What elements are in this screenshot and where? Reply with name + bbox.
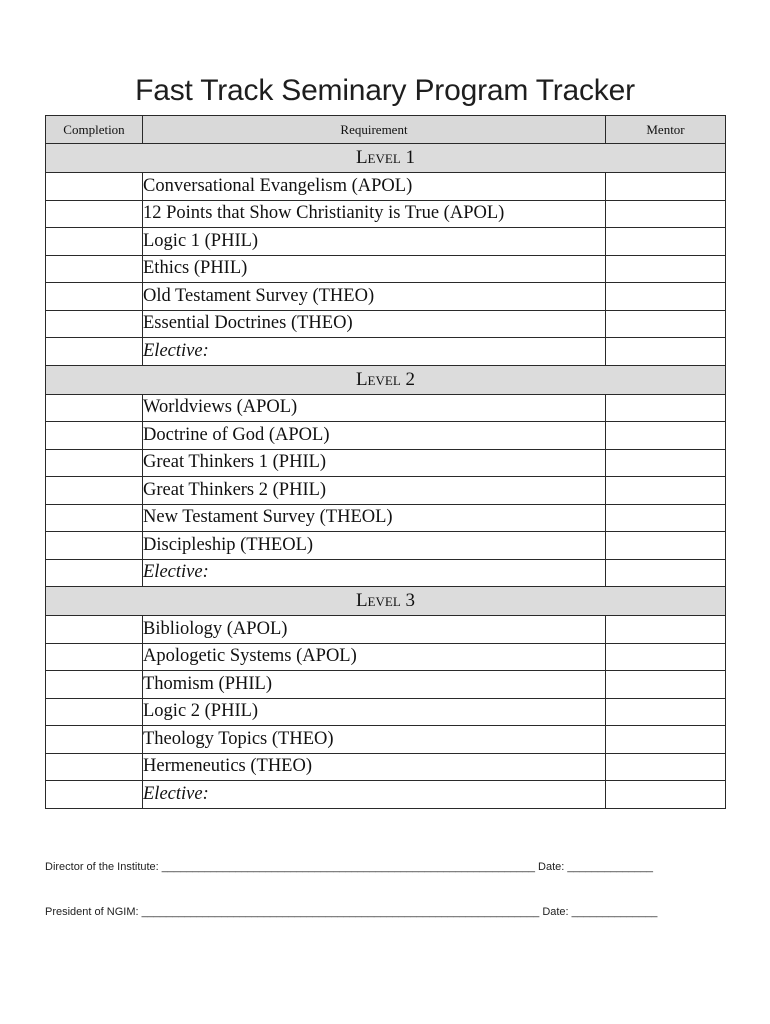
- page-title: Fast Track Seminary Program Tracker: [135, 74, 635, 107]
- mentor-cell[interactable]: [606, 616, 726, 644]
- table-row: [46, 504, 726, 532]
- table-row: [46, 532, 726, 560]
- table-row: [46, 228, 726, 256]
- table-row: [46, 283, 726, 311]
- elective-cell[interactable]: Elective:: [143, 338, 606, 366]
- mentor-cell[interactable]: [606, 559, 726, 587]
- completion-cell[interactable]: [46, 616, 143, 644]
- president-signature-label: President of NGIM: _________________________________________________________________: [45, 906, 540, 918]
- table-row: [46, 449, 726, 477]
- mentor-cell[interactable]: [606, 781, 726, 809]
- mentor-cell[interactable]: [606, 671, 726, 699]
- table-row: [46, 394, 726, 422]
- requirement-cell: Old Testament Survey (THEO): [143, 283, 606, 311]
- level-row: [46, 144, 726, 173]
- mentor-cell[interactable]: [606, 504, 726, 532]
- requirement-cell: Doctrine of God (APOL): [143, 422, 606, 450]
- completion-cell[interactable]: [46, 394, 143, 422]
- table-row: [46, 173, 726, 201]
- table-row: [46, 781, 726, 809]
- completion-cell[interactable]: [46, 726, 143, 754]
- mentor-cell[interactable]: [606, 449, 726, 477]
- completion-cell[interactable]: [46, 422, 143, 450]
- table-row: [46, 559, 726, 587]
- level-label: Level 1: [46, 144, 726, 173]
- table-header-row: [46, 116, 726, 144]
- completion-cell[interactable]: [46, 753, 143, 781]
- director-signature-line[interactable]: [45, 861, 653, 873]
- mentor-cell[interactable]: [606, 698, 726, 726]
- completion-cell[interactable]: [46, 283, 143, 311]
- mentor-cell[interactable]: [606, 422, 726, 450]
- level-row: [46, 365, 726, 394]
- mentor-cell[interactable]: [606, 173, 726, 201]
- completion-cell[interactable]: [46, 477, 143, 505]
- requirement-cell: Logic 2 (PHIL): [143, 698, 606, 726]
- mentor-cell[interactable]: [606, 643, 726, 671]
- completion-header: Completion: [46, 116, 143, 144]
- table-row: [46, 616, 726, 644]
- mentor-cell[interactable]: [606, 532, 726, 560]
- completion-cell[interactable]: [46, 255, 143, 283]
- mentor-cell[interactable]: [606, 310, 726, 338]
- mentor-header: Mentor: [606, 116, 726, 144]
- requirement-cell: Bibliology (APOL): [143, 616, 606, 644]
- requirement-cell: Logic 1 (PHIL): [143, 228, 606, 256]
- elective-cell[interactable]: Elective:: [143, 781, 606, 809]
- requirement-cell: Hermeneutics (THEO): [143, 753, 606, 781]
- requirement-cell: Great Thinkers 1 (PHIL): [143, 449, 606, 477]
- president-signature-line[interactable]: [45, 906, 657, 918]
- mentor-cell[interactable]: [606, 338, 726, 366]
- mentor-cell[interactable]: [606, 228, 726, 256]
- program-tracker-table: [45, 115, 726, 809]
- requirement-cell: Apologetic Systems (APOL): [143, 643, 606, 671]
- table-row: [46, 200, 726, 228]
- table-row: [46, 338, 726, 366]
- requirement-cell: Discipleship (THEOL): [143, 532, 606, 560]
- mentor-cell[interactable]: [606, 283, 726, 311]
- completion-cell[interactable]: [46, 228, 143, 256]
- director-date-label: Date: ______________: [538, 861, 654, 873]
- table-row: [46, 753, 726, 781]
- requirement-cell: Thomism (PHIL): [143, 671, 606, 699]
- director-signature-label: Director of the Institute: _____________________________________________________________: [45, 861, 535, 873]
- completion-cell[interactable]: [46, 781, 143, 809]
- level-label: Level 3: [46, 587, 726, 616]
- mentor-cell[interactable]: [606, 394, 726, 422]
- completion-cell[interactable]: [46, 173, 143, 201]
- completion-cell[interactable]: [46, 449, 143, 477]
- completion-cell[interactable]: [46, 310, 143, 338]
- level-label: Level 2: [46, 365, 726, 394]
- mentor-cell[interactable]: [606, 200, 726, 228]
- requirement-header: Requirement: [143, 116, 606, 144]
- requirement-cell: Ethics (PHIL): [143, 255, 606, 283]
- president-date-label: Date: ______________: [542, 906, 658, 918]
- mentor-cell[interactable]: [606, 726, 726, 754]
- level-row: [46, 587, 726, 616]
- completion-cell[interactable]: [46, 559, 143, 587]
- table-row: [46, 726, 726, 754]
- table-row: [46, 310, 726, 338]
- completion-cell[interactable]: [46, 200, 143, 228]
- requirement-cell: Conversational Evangelism (APOL): [143, 173, 606, 201]
- completion-cell[interactable]: [46, 338, 143, 366]
- table-row: [46, 255, 726, 283]
- table-row: [46, 698, 726, 726]
- mentor-cell[interactable]: [606, 255, 726, 283]
- mentor-cell[interactable]: [606, 753, 726, 781]
- completion-cell[interactable]: [46, 504, 143, 532]
- table-row: [46, 477, 726, 505]
- elective-cell[interactable]: Elective:: [143, 559, 606, 587]
- requirement-cell: Worldviews (APOL): [143, 394, 606, 422]
- completion-cell[interactable]: [46, 643, 143, 671]
- requirement-cell: New Testament Survey (THEOL): [143, 504, 606, 532]
- table-row: [46, 422, 726, 450]
- completion-cell[interactable]: [46, 698, 143, 726]
- requirement-cell: Essential Doctrines (THEO): [143, 310, 606, 338]
- table-row: [46, 671, 726, 699]
- requirement-cell: Great Thinkers 2 (PHIL): [143, 477, 606, 505]
- table-row: [46, 643, 726, 671]
- completion-cell[interactable]: [46, 532, 143, 560]
- requirement-cell: Theology Topics (THEO): [143, 726, 606, 754]
- completion-cell[interactable]: [46, 671, 143, 699]
- requirement-cell: 12 Points that Show Christianity is True (APOL): [143, 200, 606, 228]
- mentor-cell[interactable]: [606, 477, 726, 505]
